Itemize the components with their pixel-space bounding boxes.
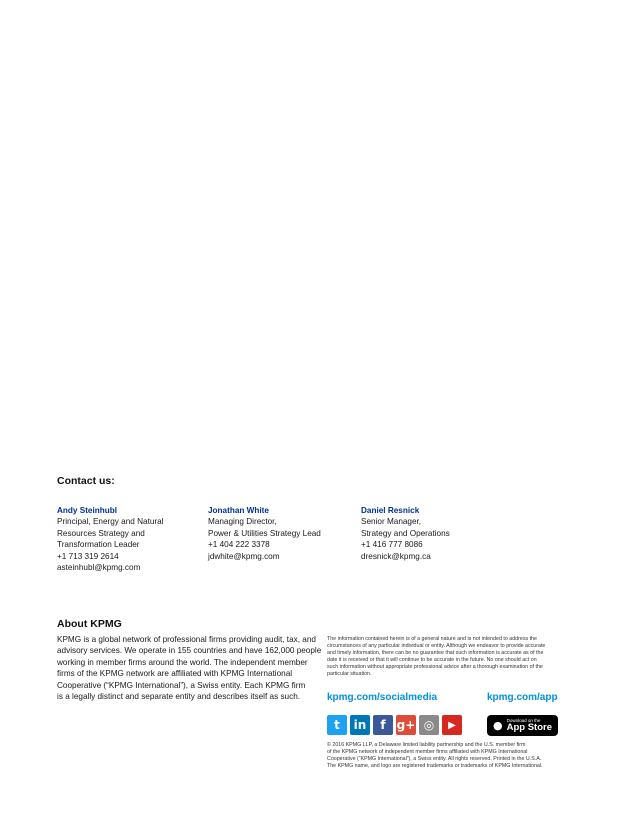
about-line: KPMG is a global network of professional firms providing audit, tax, and bbox=[57, 635, 316, 644]
instagram-icon[interactable]: ◎ bbox=[419, 715, 439, 735]
app-link[interactable]: kpmg.com/app bbox=[487, 692, 558, 703]
contact-phone: +1 713 319 2614 bbox=[57, 551, 119, 561]
youtube-icon[interactable]: ▶ bbox=[442, 715, 462, 735]
social-icons-row bbox=[327, 715, 462, 735]
contact-email[interactable]: jdwhite@kpmg.com bbox=[208, 551, 280, 561]
contact-email[interactable]: asteinhubl@kpmg.com bbox=[57, 563, 141, 573]
contact-line: Strategy and Operations bbox=[361, 528, 450, 538]
apple-icon: ● bbox=[493, 719, 503, 732]
about-body bbox=[57, 634, 322, 702]
disclaimer-line: The information contained herein is of a general nature and is not intended to address the bbox=[327, 636, 537, 642]
googleplus-icon[interactable]: g+ bbox=[396, 715, 416, 735]
linkedin-icon[interactable]: in bbox=[350, 715, 370, 735]
facebook-icon[interactable]: f bbox=[373, 715, 393, 735]
copyright bbox=[327, 742, 589, 770]
disclaimer-line: such information without appropriate professional advice after a thorough examination of the bbox=[327, 663, 543, 670]
contact-name: Jonathan White bbox=[208, 506, 269, 515]
contact-line: Resources Strategy and bbox=[57, 528, 145, 538]
contact-line: Senior Manager, bbox=[361, 517, 422, 527]
about-line: working in member firms around the world. The independent member bbox=[57, 657, 308, 667]
disclaimer bbox=[327, 636, 585, 677]
about-line: is a legally distinct and separate entity and describes itself as such. bbox=[57, 692, 301, 702]
contact-line: Power & Utilities Strategy Lead bbox=[208, 528, 321, 538]
contact-phone: +1 404 222 3378 bbox=[208, 540, 270, 550]
disclaimer-line: date it is received or that it will continue to be accurate in the future. No one should act on bbox=[327, 656, 537, 663]
about-heading: About KPMG bbox=[57, 618, 122, 630]
about-line: advisory services. We operate in 155 countries and have 162,000 people bbox=[57, 646, 322, 656]
contact-name: Andy Steinhubl bbox=[57, 506, 118, 515]
contact-phone: +1 416 777 8086 bbox=[361, 540, 423, 550]
contact-line: Managing Director, bbox=[208, 517, 277, 527]
contact-name: Daniel Resnick bbox=[361, 506, 420, 515]
appstore-small-text: Download on the bbox=[506, 717, 541, 723]
copyright-line: The KPMG name, and logo are registered trademarks or trademarks of KPMG International. bbox=[327, 762, 543, 769]
contact-card-white bbox=[208, 505, 321, 562]
contact-card-steinhubl bbox=[57, 505, 164, 573]
contact-heading: Contact us: bbox=[57, 475, 115, 487]
contact-email[interactable]: dresnick@kpmg.ca bbox=[361, 551, 431, 561]
copyright-line: of the KPMG network of independent member firms affiliated with KPMG International bbox=[327, 748, 528, 755]
twitter-icon[interactable]: t bbox=[327, 715, 347, 735]
appstore-big-text: App Store bbox=[506, 722, 552, 733]
contact-line: Transformation Leader bbox=[57, 540, 140, 550]
about-line: firms of the KPMG network are affiliated with KPMG International bbox=[57, 669, 293, 679]
copyright-line: © 2016 KPMG LLP, a Delaware limited liability partnership and the U.S. member firm bbox=[327, 742, 526, 748]
social-media-link[interactable]: kpmg.com/socialmedia bbox=[327, 692, 438, 703]
disclaimer-line: circumstances of any particular individual or entity. Although we endeavor to provide accurate bbox=[327, 642, 546, 649]
contact-line: Principal, Energy and Natural bbox=[57, 517, 164, 527]
contact-card-resnick bbox=[361, 505, 450, 562]
disclaimer-line: and timely information, there can be no guarantee that such information is accurate as of the bbox=[327, 649, 544, 656]
copyright-line: Cooperative (“KPMG International”), a Swiss entity. All rights reserved. Printed in the U.S.A. bbox=[327, 755, 542, 762]
about-line: Cooperative (“KPMG International”), a Swiss entity. Each KPMG firm bbox=[57, 680, 306, 690]
disclaimer-line: particular situation. bbox=[327, 670, 372, 677]
app-store-badge[interactable] bbox=[487, 715, 558, 736]
